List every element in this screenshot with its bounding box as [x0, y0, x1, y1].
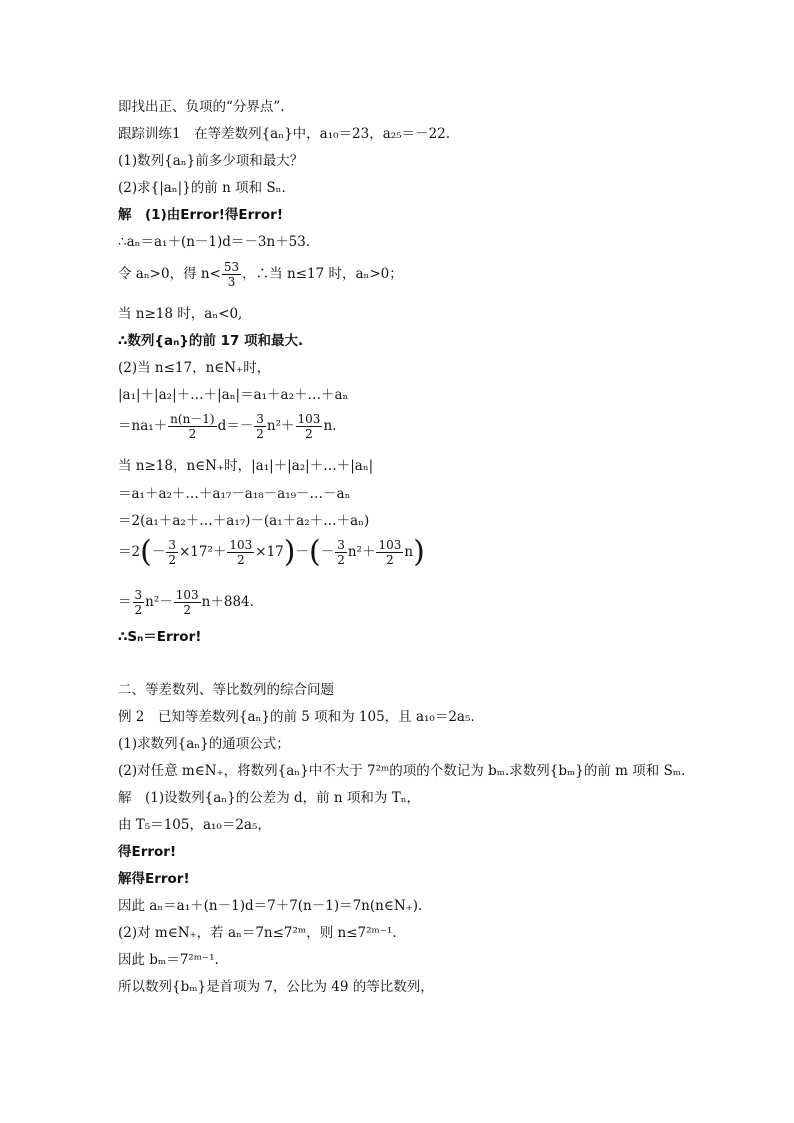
fraction: $\frac{n(n-1)}{2}$ — [170, 412, 215, 441]
text-line: ＝2(a₁＋a₂＋…＋a₁₇)－(a₁＋a₂＋…＋aₙ) — [118, 513, 370, 529]
fraction: $\frac{3}{2}$ — [256, 412, 264, 441]
text-line: 解得Error! — [118, 871, 190, 887]
text-line: 所以数列{bₘ}是首项为 7，公比为 49 的等比数列， — [118, 979, 434, 995]
text-line: ＝a₁＋a₂＋…＋a₁₇－a₁₈－a₁₉－…－aₙ — [118, 486, 351, 502]
text-line: (1)求数列{aₙ}的通项公式； — [118, 736, 290, 752]
text-line: 由 T₅＝105，a₁₀＝2a₅， — [118, 817, 271, 833]
text-line: 例 2 已知等差数列{aₙ}的前 5 项和为 105，且 a₁₀＝2a₅. — [118, 709, 475, 725]
text-line: 解 (1)由Error!得Error! — [118, 207, 283, 223]
fraction: $\frac{3}{2}$ — [134, 588, 143, 617]
fraction: $\frac{3}{2}$ — [337, 538, 345, 567]
text-line: 当 n≥18 时，aₙ<0, — [118, 306, 243, 322]
formula-line: 令 aₙ>0，得 n< $\frac{53}{3}$ ，∴当 n≤17 时，aₙ>0； — [118, 260, 403, 289]
fraction: $\frac{3}{2}$ — [168, 538, 176, 567]
text-line: 即找出正、负项的“分界点”. — [118, 99, 285, 115]
text-line: (2)当 n≤17，n∈N₊时， — [118, 360, 271, 376]
text-line: 得Error! — [118, 844, 177, 860]
text-line: 解 (1)设数列{aₙ}的公差为 d，前 n 项和为 Tₙ， — [118, 790, 421, 806]
text-line: ∴数列{aₙ}的前 17 项和最大. — [118, 333, 304, 349]
fraction: $\frac{103}{2}$ — [378, 538, 402, 567]
fraction: $\frac{103}{2}$ — [175, 588, 199, 617]
text-line: (2)对任意 m∈N₊，将数列{aₙ}中不大于 7²ᵐ的项的个数记为 bₘ.求数列{bₘ}的前 m 项和 Sₘ. — [118, 763, 686, 779]
text-line: (1)数列{aₙ}前多少项和最大？ — [118, 153, 304, 169]
text-line: 因此 bₘ＝7²ᵐ⁻¹. — [118, 952, 219, 968]
text-line: |a₁|＋|a₂|＋…＋|aₙ|＝a₁＋a₂＋…＋aₙ — [118, 387, 349, 403]
fraction: $\frac{53}{3}$ — [223, 260, 240, 289]
text-line: 当 n≥18，n∈N₊时，|a₁|＋|a₂|＋…＋|aₙ| — [118, 458, 374, 474]
formula-line: ＝2(－ $\frac{3}{2}$ ×17²＋ $\frac{103}{2}$ ×17)－(－ $\frac{3}{2}$ n²＋ $\frac{103}{2}$ n) — [118, 534, 425, 570]
formula-line: ＝ $\frac{3}{2}$ n²－ $\frac{103}{2}$ n＋884. — [118, 588, 254, 617]
text-line: ∴Sₙ＝Error! — [118, 629, 202, 645]
fraction: $\frac{103}{2}$ — [297, 412, 321, 441]
text-line: (2)对 m∈N₊，若 aₙ＝7n≤7²ᵐ，则 n≤7²ᵐ⁻¹. — [118, 925, 397, 941]
text-line: 因此 aₙ＝a₁＋(n－1)d＝7＋7(n－1)＝7n(n∈N₊). — [118, 898, 423, 914]
fraction: $\frac{103}{2}$ — [229, 538, 253, 567]
formula-line: ＝na₁＋ $\frac{n(n-1)}{2}$ d＝－ $\frac{3}{2}$ n²＋ $\frac{103}{2}$ n. — [118, 412, 337, 441]
section-heading: 二、等差数列、等比数列的综合问题 — [118, 682, 334, 698]
text-line: ∴aₙ＝a₁＋(n－1)d＝－3n＋53. — [118, 234, 311, 250]
text-line: 跟踪训练1 在等差数列{aₙ}中，a₁₀＝23，a₂₅＝－22. — [118, 126, 451, 142]
text-line: (2)求{|aₙ|}的前 n 项和 Sₙ. — [118, 180, 286, 196]
